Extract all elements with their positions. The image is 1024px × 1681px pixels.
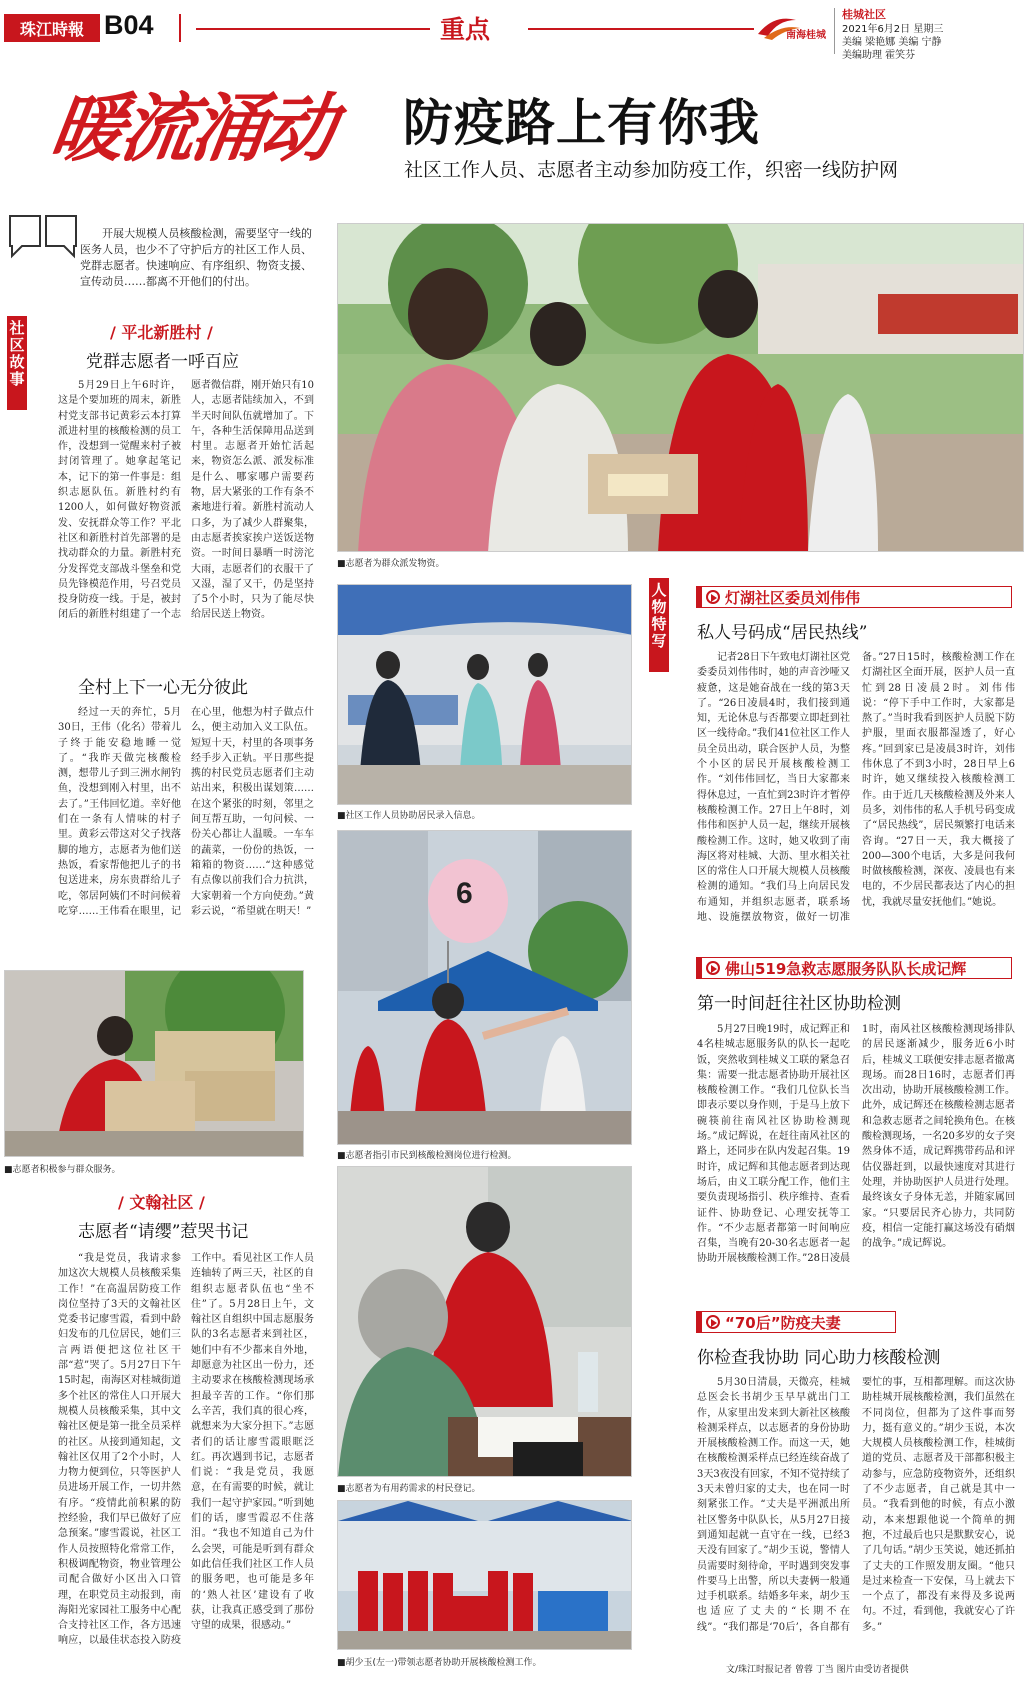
story4-profile-tag: 佛山519急救志愿服务队队长成记辉 <box>725 959 967 978</box>
brand-logo-text: 南海桂城 <box>786 30 826 41</box>
story1-tag: / 平北新胜村 / <box>110 323 213 342</box>
photo-guiding <box>337 830 632 1145</box>
story3-title: 私人号码成“居民热线” <box>697 623 868 643</box>
header-rule-right <box>528 28 754 30</box>
photo-boxes <box>4 970 304 1157</box>
date-line: 2021年6月2日 星期三 <box>842 24 944 35</box>
column-logo: 桂城社区 <box>842 8 886 21</box>
caption-group: ■胡少玉(左一)带领志愿者协助开展核酸检测工作。 <box>337 1658 542 1668</box>
story3-profile-tag: 灯湖社区委员刘伟伟 <box>725 588 861 607</box>
photo-group <box>337 1500 632 1650</box>
photo-elderly-register <box>337 1166 632 1477</box>
story5-profile-tag: “70后”防疫夫妻 <box>725 1313 841 1332</box>
photo-registration <box>337 584 632 805</box>
headline-sub: 社区工作人员、志愿者主动参加防疫工作，织密一线防护网 <box>404 159 899 181</box>
photo-distribution <box>337 223 1024 552</box>
brand-logo <box>756 10 832 46</box>
story2-title: 志愿者“请缨”惹哭书记 <box>78 1222 249 1242</box>
section-title: 重点 <box>440 15 491 44</box>
caption-elderly-register: ■志愿者为有用药需求的村民登记。 <box>337 1484 481 1494</box>
community-story-tag: 社区故事 <box>7 316 27 410</box>
story5-profile-bar <box>696 1311 896 1333</box>
headline-calligraphy: 暖流涌动 <box>45 86 338 172</box>
footer-credit: 文/珠江时报记者 曾蓉 丁当 图片由受访者提供 <box>726 1665 909 1675</box>
header-divider-left <box>179 14 181 42</box>
profile-tag: 人物特写 <box>649 578 669 672</box>
speech-bubble-icon <box>6 212 80 262</box>
story3-profile-bar <box>696 586 1012 608</box>
play-icon <box>706 1315 720 1329</box>
caption-registration: ■社区工作人员协助居民录入信息。 <box>337 811 481 821</box>
header-rule-left <box>196 28 430 30</box>
story1-body: 5月29日上午6时许，这是个要加班的周末，新胜村党支部书记黄彩云本打算派进村里的核酸检测的员工作，没想到一觉醒来村子被封闭管理了。她拿起笔记本，记下的第一件事是：组织志愿队伍。新胜村约有1200人，如何做好物资派发、安抚群众等工作？平北社区和新胜村首先部署的是找动群众的力量。新胜村充分发挥党支部战斗堡垒和党员先锋模范作用，号召党员投身防疫一线。于是，被封闭后的新胜村组建了一个志愿者微信群，刚开始只有10人，志愿者陆续加入，不到半天时间队伍就增加了。下午，各种生活保障用品送到村里。志愿者开始忙活起来，物资怎么派、派发标准是什么、哪家哪户需要药物，居大紧张的工作有条不紊地进行着。新胜村流动人口多，为了减少人群聚集，由志愿者挨家挨户送饭送物资。一时间日暴晒一时滂沱大雨，志愿者们的衣服干了又湿，湿了又干，仍是坚持了5个小时，只为了能尽快给居民送上物资。 <box>58 380 314 621</box>
story2-tag: / 文翰社区 / <box>118 1193 205 1212</box>
story1-title: 党群志愿者一呼百应 <box>86 352 239 372</box>
story4-body: 5月27日晚19时，成记辉正和4名桂城志愿服务队的队长一起吃饭，突然收到桂城义工联的紧急召集：需要一批志愿者协助开展社区核酸检测工作。“我们几位队长当即表示要以身作则，于是马上放下碗筷前往南风社区协助检测现场。”成记辉说，在赶往南风社区的路上，还同步在队内发起召集。19时许，成记辉和其他志愿者到达现场后，由义工联分配工作，他们主要负责现场指引、秩序维持、查看证件、协助登记、心理安抚等工作。“不少志愿者都第一时间响应召集，当晚有20-30名志愿者一起协助开展核酸检测工作。”28日凌晨1时，南风社区核酸检测现场排队的居民逐渐减少，服务近6小时后，桂城义工联便安排志愿者撤离现场。而28日16时，志愿者们再次出动，协助开展核酸检测工作。此外，成记辉还在核酸检测志愿者和急救志愿者之间轮换角色。在核酸检测现场，一名20多岁的女子突然身体不适，成记辉携带药品和评估仪器赶到，以最快速度对其进行处理，并协助医护人员进行处理。最终该女子身体无恙，并随家属回家。“只要居民齐心协力，共同防疫，相信一定能打赢这场没有硝烟的战争。”成记辉说。 <box>697 1024 1015 1265</box>
story1-body2: 经过一天的奔忙，5月30日，王伟（化名）带着儿子终于能安稳地睡一觉了。“我昨天做完核酸检测，想带儿子到三洲水闸钓鱼，没想到刚入村里，出不去了。”王伟回忆道。幸好他们在一条有人情味的村子里。黄彩云带这对父子找落脚的地方，志愿者为他们送热饭，看家帮他把儿子的书包送进来，房东贵群给儿子吃，邻居阿姨们不时问候着吃穿……王伟看在眼里，记在心里，他想为村子做点什么，便主动加入义工队伍。短短十天，村里的各项事务经手步入正轨。平日那些提携的村民党员志愿者们主动站出来，积极出谋划策……在这个紧张的时刻，邻里之间互帮互助，一句问候、一份关心都让人温暖。一车车的蔬菜，一份份的热饭，一箱箱的物资……“这种感觉有点像以前我们合力抗洪，大家朝着一个方向使劲。”黄彩云说，“希望就在明天！” <box>58 707 314 917</box>
header-divider-right <box>834 8 835 54</box>
play-icon <box>706 590 720 604</box>
caption-distribution: ■志愿者为群众派发物资。 <box>337 559 445 569</box>
story4-profile-bar <box>696 957 1012 979</box>
play-icon <box>706 961 720 975</box>
story5-title: 你检查我协助 同心助力核酸检测 <box>697 1348 941 1368</box>
story5-body: 5月30日清晨，天微亮，桂城总医会长书胡少玉早早就出门工作，从家里出发来到大新社区核酸检测采样点，以志愿者的身份协助开展核酸检测工作。而这一天，她在核酸检测采样点已经连续奋战了3天3夜没有回家，不知不觉持续了3天未曾归家的丈夫，也在同一时刻紧张工作。“丈夫是平洲派出所社区警务中队队长，从5月27日接到通知起就一直守在一线，已经3天没有回家了。”胡少玉说，警情人员需要时刻待命，平时遇到突发事件要马上出警，所以夫妻俩一般通过手机联系。结婚多年来，胡少玉也适应了丈夫的“长期不在线”。“我们都是‘70后’，各自都有要忙的事，互相都理解。而这次协助桂城开展核酸检测，我们虽然在不同岗位，但都为了这件事而努力，挺有意义的。”胡少玉说，本次大规模人员核酸检测工作，桂城街道的党员、志愿者及干部都积极主动参与，应急防疫物资外，还组织了不少志愿者，自己就是其中一员。“我看到他的时候，有点小激动，本来想跟他说一个简单的拥抱，不过最后也只是默默安心，说了几句话。”胡少玉笑说，她还抓拍了丈夫的工作照发朋友圈。“他只是过来检查一下安保，马上就去下一个点了，都没有来得及多说两句。不过，看到他，我就安心了许多。” <box>697 1377 1015 1633</box>
assistant-line: 美编助理 霍笑芬 <box>842 50 916 61</box>
story4-title: 第一时间赶往社区协助检测 <box>697 994 901 1014</box>
paper-logo: 珠江時報 <box>4 14 100 42</box>
story2-body: “我是党员，我请求参加这次大规模人员核酸采集工作！”在高温居防疫工作岗位坚持了3天的文翰社区党委书记廖雪霞，看到中龄妇发布的几位居民，她们三言两语便把这位社区干部“惹”哭了。5月27日下午15时起，南海区对桂城街道多个社区的常住人口开展大规模人员核酸采集，其中文翰社区便是第一批全员采样的社区。从接到通知起，文翰社区仅用了2个小时，人力物力便到位，只等医护人员进场开展工作，一切井然有序。“疫情此前积累的防控经验，我们早已做好了应急预案。”廖雪霞说，社区工作人员按照特化常常工作，积极调配物资，物业管理公司配合做好小区出入口管理，在职党员主动报到，南海阳光家园社工服务中心配合支持社区工作，各方迅速响应，以最佳状态投入防疫工作中。看见社区工作人员连轴转了两三天，社区的自组织志愿者队伍也“坐不住”了。5月28日上午，文翰社区自组织中国志愿服务队的3名志愿者来到社区，她们中有不少都来自外地，却愿意为社区出一份力，还主动要求在核酸检测现场承担最辛苦的工作。“你们那么辛苦，我们真的很心疼，就想来为大家分担下。”志愿者们的话让廖雪霞眼眶泛红。再次遇到书记，志愿者们说：“我是党员，我愿意，在有需要的时候，就让我们一起守护家园。”听到她们的话，廖雪霞忍不住落泪。“我也不知道自己为什么会哭，可能是听到有群众如此信任我们社区工作人员的服务吧，也可能是多年的‘熟人社区’建设有了收获，让我真正感受到了那份守望的成果，很感动。” <box>58 1253 314 1647</box>
editor-line: 美编 梁艳娜 美编 宁静 <box>842 37 942 48</box>
page-number: B04 <box>104 10 154 40</box>
story1-subtitle: 全村上下一心无分彼此 <box>78 678 248 698</box>
intro-text: 开展大规模人员核酸检测，需要坚守一线的医务人员，也少不了守护后方的社区工作人员、党群志愿者。快速响应、有序组织、物资支援、宣传动员……都离不开他们的付出。 <box>80 227 312 288</box>
caption-boxes: ■志愿者积极参与群众服务。 <box>4 1165 121 1175</box>
queue-number-sign: 6 <box>456 877 473 910</box>
caption-guiding: ■志愿者指引市民到核酸检测岗位进行检测。 <box>337 1151 517 1161</box>
headline-main: 防疫路上有你我 <box>403 94 760 152</box>
story3-body: 记者28日下午致电灯湖社区党委委员刘伟伟时，她的声音沙哑又疲惫，这是她奋战在一线的第3天了。“26日凌晨4时，我们接到通知，无论休息与否都要立即赶到社区一线待命。”我们41位社区工作人员全员出动，联合医护人员，为整个小区的居民开展核酸检测工作。“刘伟伟回忆，当日大家都来得休息过，一直忙到23时许才暂停核酸检测工作。27日上午8时，刘伟伟和医护人员一起，继续开展核酸检测工作。这时，她又收到了南海区将对桂城、大沥、里水相关社区的常住人口开展大规模人员核酸检测的通知。“我们马上向居民发布通知，并组织志愿者，联系场地、设施摆放物资，做好一切准备。”27日15时，核酸检测工作在灯湖社区全面开展，医护人员一直忙到28日凌晨2时。刘伟伟说：“停下手中工作时，大家都是熬了。”当时我看到医护人员脱下防护服，里面衣服都湿透了，好心疼。”回到家已是凌晨3时许，刘伟伟休息了不到3小时，28日早上6时许，她又继续投入核酸检测工作。由于近几天核酸检测及外来人员多，刘伟伟的私人手机号码变成了“居民热线”，居民频繁打电话来咨询。“27日一天，我大概接了200—300个电话，大多是问我何时做核酸检测，深夜、凌晨也有来电的，不少居民都表达了内心的担忧，我就尽量安抚他们。”她说。 <box>697 652 1015 924</box>
